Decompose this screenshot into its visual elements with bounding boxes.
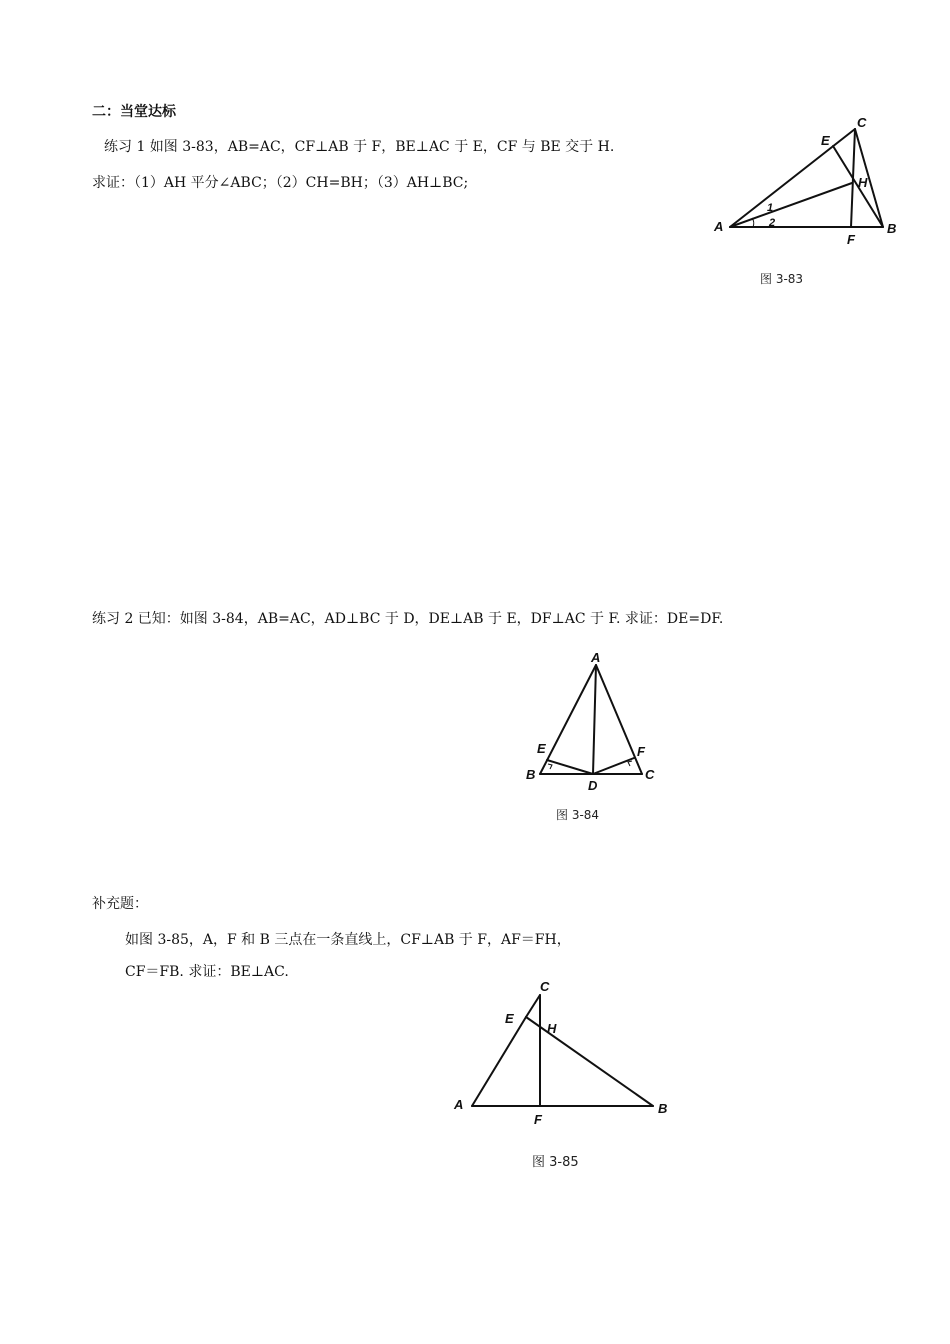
label-e: E — [821, 133, 830, 148]
label-c: C — [645, 767, 655, 782]
figure-3-83-caption: 图 3-83 — [760, 272, 804, 286]
segment-be — [526, 1017, 653, 1106]
exercise-2-statement: 练习 2 已知：如图 3-84，AB=AC，AD⊥BC 于 D，DE⊥AB 于 E，DF⊥AC 于 F. 求证：DE=DF. — [92, 611, 724, 627]
segment-df — [593, 758, 634, 774]
label-h: H — [858, 175, 868, 190]
right-angle-mark-e — [548, 764, 552, 769]
label-angle-1: 1 — [767, 202, 774, 214]
segment-ah — [730, 183, 852, 227]
label-d: D — [588, 778, 598, 793]
segment-ad — [593, 665, 596, 774]
segment-ac — [596, 665, 642, 774]
exercise-1-prove: 求证：（1）AH 平分∠ABC；（2）CH=BH；（3）AH⊥BC; — [92, 175, 469, 191]
figure-3-85-caption: 图 3-85 — [532, 1155, 579, 1170]
label-angle-2: 2 — [769, 217, 776, 229]
label-a: A — [591, 650, 601, 665]
label-b: B — [526, 767, 536, 782]
right-angle-mark-f — [628, 761, 632, 766]
label-f: F — [637, 744, 645, 759]
label-f: F — [847, 232, 855, 247]
supplement-title: 补充题： — [92, 896, 148, 912]
supplement-prove: CF＝FB. 求证：BE⊥AC. — [125, 964, 289, 980]
figure-3-84-caption: 图 3-84 — [556, 808, 600, 822]
figure-3-84 — [520, 650, 665, 793]
figure-3-83 — [705, 110, 920, 255]
segment-de — [547, 760, 593, 774]
segment-ce — [526, 995, 540, 1017]
label-a: A — [714, 219, 724, 234]
figure-3-85 — [445, 975, 685, 1135]
label-b: B — [887, 221, 897, 236]
label-h: H — [547, 1021, 557, 1036]
label-f: F — [534, 1112, 542, 1127]
label-e: E — [537, 741, 546, 756]
supplement-statement: 如图 3-85，A，F 和 B 三点在一条直线上，CF⊥AB 于 F，AF＝FH， — [125, 932, 571, 948]
label-b: B — [658, 1101, 668, 1116]
exercise-1-statement: 练习 1 如图 3-83，AB=AC，CF⊥AB 于 F，BE⊥AC 于 E，CF 与 BE 交于 H. — [104, 139, 615, 155]
segment-ab — [540, 665, 596, 774]
section-heading: 二：当堂达标 — [92, 104, 176, 120]
label-c: C — [857, 115, 867, 130]
label-c: C — [540, 979, 550, 994]
segment-ac — [730, 129, 855, 227]
label-e: E — [505, 1011, 514, 1026]
segment-ae — [472, 1017, 526, 1106]
label-a: A — [454, 1097, 464, 1112]
